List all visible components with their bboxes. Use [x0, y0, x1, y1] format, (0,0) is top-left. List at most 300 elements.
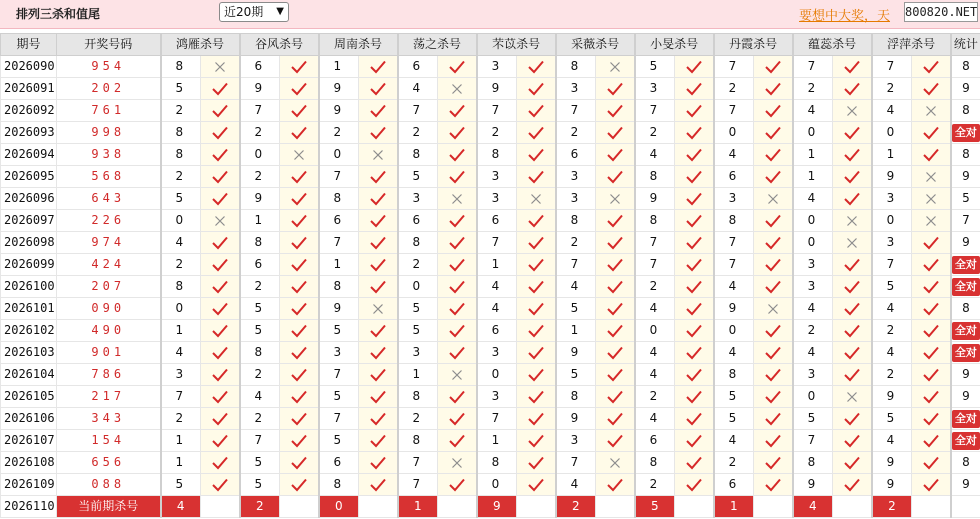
current-kill-number: 1 [398, 496, 438, 518]
table-row [1, 56, 980, 78]
kill-number-cell: 4 [556, 474, 596, 496]
draw-number-cell: 901 [57, 342, 161, 364]
period-range-select[interactable] [219, 2, 289, 22]
kill-number-cell: 7 [714, 100, 754, 122]
check-icon [359, 56, 398, 78]
check-icon [517, 78, 556, 100]
check-icon [280, 100, 319, 122]
check-icon [359, 166, 398, 188]
kill-number-cell: 3 [714, 188, 754, 210]
check-icon [201, 386, 240, 408]
check-icon [438, 430, 477, 452]
kill-number-cell: 3 [477, 56, 517, 78]
check-icon [596, 408, 635, 430]
kill-number-cell: 1 [398, 364, 438, 386]
period-cell: 2026092 [1, 100, 57, 122]
check-icon [359, 408, 398, 430]
kill-number-cell: 0 [793, 232, 833, 254]
kill-number-cell: 2 [793, 320, 833, 342]
stat-cell [951, 430, 980, 452]
cross-icon [280, 144, 319, 166]
kill-number-cell: 3 [793, 364, 833, 386]
kill-number-cell: 2 [240, 276, 280, 298]
draw-number-cell: 424 [57, 254, 161, 276]
table-row [1, 276, 980, 298]
kill-number-cell: 2 [398, 408, 438, 430]
kill-number-cell: 8 [161, 144, 201, 166]
kill-number-cell: 8 [240, 342, 280, 364]
check-icon [359, 188, 398, 210]
kill-number-cell: 5 [398, 166, 438, 188]
kill-number-cell: 2 [477, 122, 517, 144]
kill-number-cell: 2 [398, 254, 438, 276]
stat-cell: 8 [951, 144, 980, 166]
period-cell: 2026098 [1, 232, 57, 254]
check-icon [833, 342, 872, 364]
table-row [1, 232, 980, 254]
check-icon [201, 254, 240, 276]
check-icon [201, 100, 240, 122]
kill-number-cell: 8 [477, 144, 517, 166]
cross-icon [754, 188, 793, 210]
check-icon [280, 78, 319, 100]
check-icon [675, 276, 714, 298]
check-icon [596, 474, 635, 496]
all-correct-badge: 全对 [952, 344, 980, 362]
period-cell: 2026106 [1, 408, 57, 430]
header-row [1, 34, 980, 56]
check-icon [912, 254, 951, 276]
kill-number-cell: 9 [556, 342, 596, 364]
check-icon [517, 166, 556, 188]
check-icon [517, 144, 556, 166]
kill-number-cell: 1 [793, 166, 833, 188]
stat-cell: 8 [951, 100, 980, 122]
kill-number-cell: 2 [161, 408, 201, 430]
kill-number-cell: 3 [477, 188, 517, 210]
current-period-row [1, 496, 980, 518]
kill-number-cell: 7 [556, 254, 596, 276]
check-icon [754, 430, 793, 452]
check-icon [359, 232, 398, 254]
kill-number-cell: 5 [240, 474, 280, 496]
check-icon [438, 342, 477, 364]
kill-number-cell: 4 [714, 144, 754, 166]
kill-number-cell: 8 [793, 452, 833, 474]
kill-number-cell: 8 [714, 210, 754, 232]
check-icon [675, 364, 714, 386]
kill-number-cell: 1 [872, 144, 912, 166]
kill-number-cell: 6 [714, 166, 754, 188]
kill-number-cell: 4 [793, 298, 833, 320]
check-icon [596, 210, 635, 232]
check-icon [438, 276, 477, 298]
kill-number-cell: 7 [556, 452, 596, 474]
blank-cell [912, 496, 951, 518]
stat-cell: 9 [951, 232, 980, 254]
check-icon [280, 298, 319, 320]
check-icon [280, 210, 319, 232]
check-icon [675, 408, 714, 430]
check-icon [754, 320, 793, 342]
kill-number-cell: 4 [477, 298, 517, 320]
kill-number-cell: 7 [635, 232, 675, 254]
check-icon [675, 474, 714, 496]
current-kill-number: 1 [714, 496, 754, 518]
cross-icon [833, 386, 872, 408]
period-cell: 2026090 [1, 56, 57, 78]
current-kill-number: 2 [556, 496, 596, 518]
check-icon [438, 386, 477, 408]
kill-number-cell: 5 [161, 78, 201, 100]
kill-number-cell: 1 [161, 452, 201, 474]
kill-number-cell: 9 [872, 474, 912, 496]
col-expert: 鸿雁杀号 [161, 34, 240, 56]
cross-icon [833, 232, 872, 254]
stat-cell: 5 [951, 188, 980, 210]
check-icon [359, 386, 398, 408]
check-icon [675, 342, 714, 364]
check-icon [201, 408, 240, 430]
kill-number-cell: 2 [714, 452, 754, 474]
period-cell: 2026102 [1, 320, 57, 342]
check-icon [359, 122, 398, 144]
kill-number-cell: 8 [161, 276, 201, 298]
kill-number-cell: 3 [161, 364, 201, 386]
kill-number-cell: 4 [477, 276, 517, 298]
draw-number-cell: 226 [57, 210, 161, 232]
kill-number-cell: 7 [793, 430, 833, 452]
check-icon [517, 298, 556, 320]
check-icon [754, 78, 793, 100]
check-icon [912, 364, 951, 386]
check-icon [833, 166, 872, 188]
period-cell: 2026108 [1, 452, 57, 474]
kill-number-cell: 2 [714, 78, 754, 100]
check-icon [675, 254, 714, 276]
kill-number-cell: 4 [161, 342, 201, 364]
kill-number-cell: 7 [319, 232, 359, 254]
kill-number-cell: 3 [556, 166, 596, 188]
table-row [1, 144, 980, 166]
check-icon [754, 276, 793, 298]
check-icon [359, 364, 398, 386]
check-icon [675, 144, 714, 166]
kill-number-cell: 7 [319, 364, 359, 386]
kill-number-cell: 4 [556, 276, 596, 298]
check-icon [754, 452, 793, 474]
kill-number-cell: 5 [319, 386, 359, 408]
check-icon [833, 364, 872, 386]
kill-number-cell: 4 [635, 364, 675, 386]
stat-cell: 9 [951, 364, 980, 386]
check-icon [754, 56, 793, 78]
check-icon [517, 232, 556, 254]
kill-number-cell: 7 [477, 100, 517, 122]
draw-number-cell: 202 [57, 78, 161, 100]
check-icon [280, 320, 319, 342]
check-icon [596, 254, 635, 276]
check-icon [833, 408, 872, 430]
check-icon [201, 122, 240, 144]
check-icon [359, 452, 398, 474]
col-expert: 周南杀号 [319, 34, 398, 56]
kill-number-cell: 9 [477, 78, 517, 100]
table-row [1, 386, 980, 408]
kill-number-cell: 4 [398, 78, 438, 100]
cross-icon [912, 100, 951, 122]
kill-number-cell: 2 [872, 364, 912, 386]
check-icon [912, 320, 951, 342]
kill-number-cell: 3 [872, 232, 912, 254]
kill-number-cell: 1 [319, 56, 359, 78]
check-icon [912, 430, 951, 452]
kill-number-cell: 0 [793, 122, 833, 144]
kill-number-cell: 0 [161, 210, 201, 232]
check-icon [280, 232, 319, 254]
stat-cell: 9 [951, 386, 980, 408]
check-icon [833, 276, 872, 298]
site-badge[interactable]: 800820.NET [904, 2, 978, 22]
kill-number-cell: 4 [240, 386, 280, 408]
table-row [1, 408, 980, 430]
kill-number-cell: 9 [556, 408, 596, 430]
cross-icon [912, 166, 951, 188]
table-row [1, 474, 980, 496]
kill-number-cell: 4 [714, 342, 754, 364]
kill-number-cell: 3 [477, 342, 517, 364]
kill-number-cell: 5 [319, 320, 359, 342]
check-icon [438, 474, 477, 496]
check-icon [833, 122, 872, 144]
cross-icon [201, 210, 240, 232]
kill-number-cell: 4 [872, 430, 912, 452]
kill-number-cell: 2 [240, 408, 280, 430]
cross-icon [754, 298, 793, 320]
kill-number-cell: 2 [793, 78, 833, 100]
cross-icon [438, 188, 477, 210]
check-icon [754, 232, 793, 254]
kill-number-cell: 7 [556, 100, 596, 122]
check-icon [280, 56, 319, 78]
check-icon [596, 166, 635, 188]
check-icon [201, 430, 240, 452]
all-correct-badge: 全对 [952, 278, 980, 296]
col-stat: 统计 [951, 34, 980, 56]
check-icon [912, 386, 951, 408]
check-icon [280, 474, 319, 496]
table-row [1, 254, 980, 276]
kill-number-cell: 4 [872, 342, 912, 364]
kill-number-cell: 9 [872, 166, 912, 188]
check-icon [359, 342, 398, 364]
check-icon [912, 342, 951, 364]
check-icon [754, 254, 793, 276]
check-icon [912, 408, 951, 430]
check-icon [280, 166, 319, 188]
check-icon [517, 474, 556, 496]
check-icon [596, 232, 635, 254]
kill-number-cell: 0 [398, 276, 438, 298]
check-icon [754, 210, 793, 232]
check-icon [201, 78, 240, 100]
kill-number-cell: 8 [240, 232, 280, 254]
draw-number-cell: 207 [57, 276, 161, 298]
table-row [1, 210, 980, 232]
check-icon [912, 298, 951, 320]
blank-cell [280, 496, 319, 518]
check-icon [359, 254, 398, 276]
col-expert: 丹霞杀号 [714, 34, 793, 56]
kill-number-cell: 0 [161, 298, 201, 320]
stat-cell [951, 254, 980, 276]
check-icon [833, 188, 872, 210]
col-expert: 谷风杀号 [240, 34, 319, 56]
col-expert: 蕴蕊杀号 [793, 34, 872, 56]
check-icon [833, 320, 872, 342]
kill-number-cell: 2 [872, 78, 912, 100]
kill-number-cell: 9 [319, 78, 359, 100]
all-correct-badge: 全对 [952, 124, 980, 142]
check-icon [280, 122, 319, 144]
check-icon [438, 122, 477, 144]
kill-number-cell: 2 [872, 320, 912, 342]
kill-number-cell: 4 [872, 100, 912, 122]
stat-cell: 7 [951, 210, 980, 232]
kill-number-cell: 8 [398, 144, 438, 166]
table-row [1, 298, 980, 320]
draw-number-cell: 490 [57, 320, 161, 342]
check-icon [438, 56, 477, 78]
kill-number-cell: 9 [319, 100, 359, 122]
check-icon [833, 430, 872, 452]
check-icon [359, 100, 398, 122]
kill-number-cell: 5 [872, 276, 912, 298]
check-icon [754, 122, 793, 144]
check-icon [201, 342, 240, 364]
current-kill-number: 9 [477, 496, 517, 518]
col-expert: 芣苡杀号 [477, 34, 556, 56]
kill-number-cell: 0 [793, 386, 833, 408]
kill-number-cell: 2 [635, 386, 675, 408]
kill-number-cell: 4 [635, 408, 675, 430]
draw-number-cell: 090 [57, 298, 161, 320]
check-icon [912, 474, 951, 496]
check-icon [517, 364, 556, 386]
kill-number-cell: 1 [477, 254, 517, 276]
kill-number-cell: 2 [240, 364, 280, 386]
blank-cell [951, 496, 980, 518]
kill-number-cell: 3 [556, 188, 596, 210]
check-icon [754, 342, 793, 364]
kill-number-cell: 0 [872, 210, 912, 232]
kill-number-cell: 7 [714, 232, 754, 254]
period-cell: 2026095 [1, 166, 57, 188]
check-icon [833, 144, 872, 166]
table-row [1, 166, 980, 188]
blank-cell [675, 496, 714, 518]
current-kill-number: 2 [240, 496, 280, 518]
table-row [1, 452, 980, 474]
current-kill-number: 0 [319, 496, 359, 518]
kill-number-cell: 7 [398, 474, 438, 496]
check-icon [596, 276, 635, 298]
all-correct-badge: 全对 [952, 322, 980, 340]
kill-number-cell: 5 [556, 364, 596, 386]
draw-number-cell: 656 [57, 452, 161, 474]
kill-number-cell: 0 [714, 320, 754, 342]
promo-link[interactable]: 要想中大奖，天 [799, 9, 891, 24]
check-icon [675, 166, 714, 188]
check-icon [754, 100, 793, 122]
kill-number-cell: 5 [398, 320, 438, 342]
period-range-value: 近20期 [224, 5, 264, 19]
draw-number-cell: 998 [57, 122, 161, 144]
cross-icon [833, 100, 872, 122]
check-icon [912, 78, 951, 100]
period-cell: 2026107 [1, 430, 57, 452]
kill-number-cell: 7 [872, 56, 912, 78]
check-icon [754, 474, 793, 496]
stat-cell: 8 [951, 298, 980, 320]
check-icon [596, 144, 635, 166]
all-correct-badge: 全对 [952, 256, 980, 274]
kill-number-cell: 1 [240, 210, 280, 232]
check-icon [438, 254, 477, 276]
cross-icon [596, 56, 635, 78]
kill-number-cell: 4 [714, 276, 754, 298]
period-cell: 2026104 [1, 364, 57, 386]
kill-number-cell: 9 [240, 188, 280, 210]
top-bar [0, 0, 980, 29]
kill-number-cell: 8 [319, 276, 359, 298]
kill-number-cell: 7 [872, 254, 912, 276]
period-cell: 2026093 [1, 122, 57, 144]
period-cell: 2026094 [1, 144, 57, 166]
check-icon [438, 232, 477, 254]
check-icon [517, 452, 556, 474]
draw-number-cell: 343 [57, 408, 161, 430]
check-icon [833, 452, 872, 474]
kill-number-cell: 6 [319, 210, 359, 232]
check-icon [280, 188, 319, 210]
check-icon [912, 144, 951, 166]
table-row [1, 100, 980, 122]
check-icon [280, 452, 319, 474]
kill-number-cell: 4 [872, 298, 912, 320]
period-cell: 2026097 [1, 210, 57, 232]
kill-number-cell: 4 [714, 430, 754, 452]
check-icon [754, 166, 793, 188]
kill-number-cell: 0 [240, 144, 280, 166]
blank-cell [201, 496, 240, 518]
check-icon [833, 474, 872, 496]
kill-number-cell: 6 [319, 452, 359, 474]
stat-cell [951, 320, 980, 342]
check-icon [675, 298, 714, 320]
kill-number-cell: 0 [635, 320, 675, 342]
kill-number-cell: 5 [319, 430, 359, 452]
kill-number-cell: 3 [398, 342, 438, 364]
kill-number-cell: 9 [635, 188, 675, 210]
check-icon [912, 56, 951, 78]
kill-number-cell: 5 [240, 320, 280, 342]
draw-number-cell: 154 [57, 430, 161, 452]
col-expert: 浮萍杀号 [872, 34, 951, 56]
check-icon [517, 342, 556, 364]
check-icon [596, 430, 635, 452]
kill-number-cell: 5 [714, 408, 754, 430]
